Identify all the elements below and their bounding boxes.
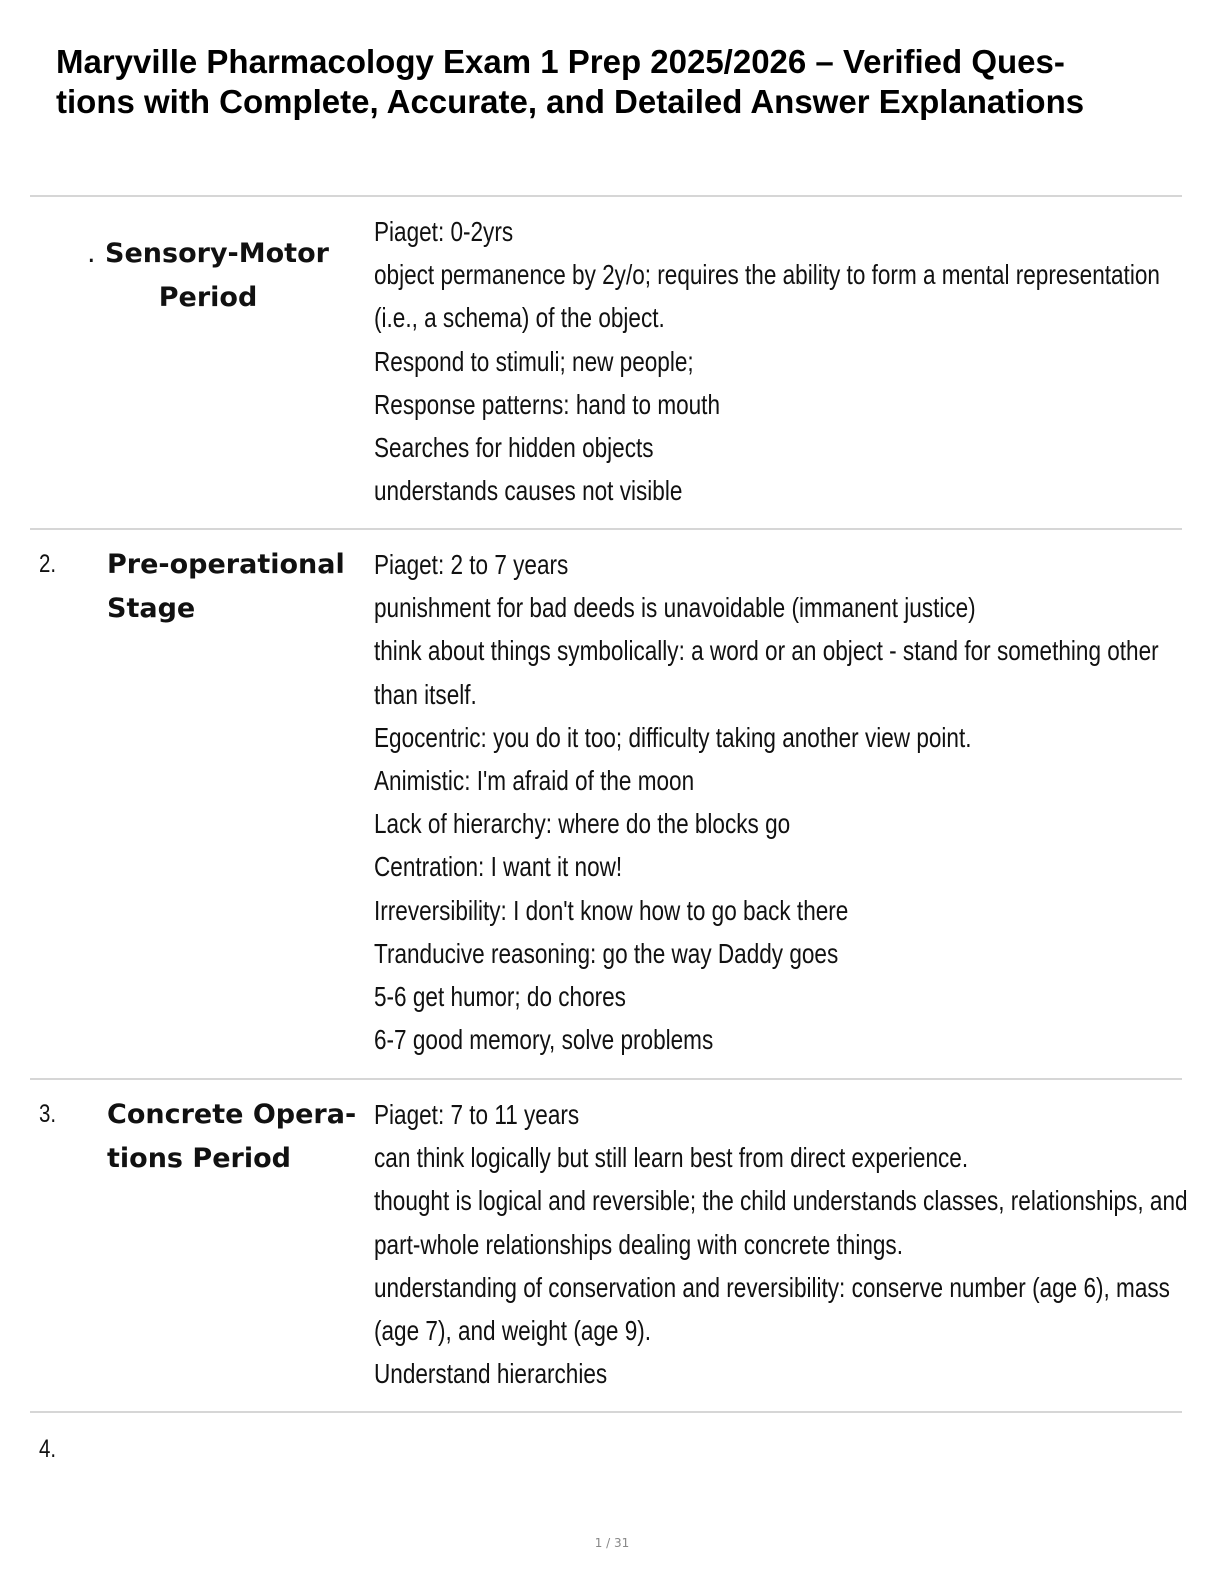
divider	[30, 528, 1182, 530]
definition-line: 5-6 get humor; do chores	[374, 981, 626, 1013]
flashcard-term-line: Pre-operational	[107, 549, 345, 580]
flashcard-term-line: Period	[158, 282, 258, 313]
flashcard-number: .	[87, 238, 96, 269]
definition-line: Piaget: 2 to 7 years	[374, 549, 569, 580]
flashcard-definition	[374, 210, 1178, 512]
flashcard-term	[107, 543, 367, 631]
flashcard-term-line	[68, 232, 348, 276]
flashcard-term-text: Sensory-Motor	[105, 238, 329, 269]
divider	[30, 1411, 1182, 1413]
definition-line: Tranducive reasoning: go the way Daddy goes	[374, 937, 839, 969]
divider	[30, 195, 1182, 197]
definition-line: understands causes not visible	[374, 475, 683, 507]
flashcard-term-line: tions Period	[107, 1143, 291, 1174]
flashcard-term	[68, 232, 348, 320]
document-title	[56, 42, 1186, 122]
definition-line: thought is logical and reversible; the child understands classes, relationships, and	[374, 1185, 1188, 1217]
definition-line: Centration: I want it now!	[374, 851, 623, 883]
definition-line: Lack of hierarchy: where do the blocks go	[374, 808, 791, 840]
definition-line: Irreversibility: I don't know how to go back there	[374, 894, 849, 926]
definition-line: object permanence by 2y/o; requires the ability to form a mental representation	[374, 259, 1160, 291]
definition-line: can think logically but still learn best from direct experience.	[374, 1142, 969, 1174]
document-title-line-2: tions with Complete, Accurate, and Detailed Answer Explanations	[56, 83, 1085, 120]
flashcard-term-line: Stage	[107, 593, 196, 624]
definition-line: Animistic: I'm afraid of the moon	[374, 765, 695, 797]
definition-line: (age 7), and weight (age 9).	[374, 1315, 652, 1347]
definition-line: punishment for bad deeds is unavoidable (immanent justice)	[374, 592, 976, 624]
flashcard-definition	[374, 1093, 1188, 1395]
definition-line: 6-7 good memory, solve problems	[374, 1024, 714, 1056]
definition-line: Respond to stimuli; new people;	[374, 345, 694, 377]
definition-line: part-whole relationships dealing with concrete things.	[374, 1228, 903, 1260]
definition-line: Egocentric: you do it too; difficulty taking another view point.	[374, 721, 972, 753]
flashcard-definition	[374, 543, 1178, 1061]
definition-line: Searches for hidden objects	[374, 432, 654, 464]
flashcard-number: 4.	[39, 1435, 57, 1463]
definition-line: understanding of conservation and reversibility: conserve number (age 6), mass	[374, 1271, 1170, 1303]
definition-line: think about things symbolically: a word or an object - stand for something other	[374, 635, 1159, 667]
document-title-line-1: Maryville Pharmacology Exam 1 Prep 2025/2026 – Verified Ques-	[56, 43, 1065, 80]
flashcard-term-line: Concrete Opera-	[107, 1099, 357, 1130]
definition-line: Response patterns: hand to mouth	[374, 388, 721, 420]
definition-line: (i.e., a schema) of the object.	[374, 302, 665, 334]
definition-line: Piaget: 7 to 11 years	[374, 1099, 580, 1130]
flashcard-number: 3.	[39, 1100, 57, 1128]
divider	[30, 1078, 1182, 1080]
flashcard-number: 2.	[39, 550, 57, 578]
page-number: 1 / 31	[594, 1536, 630, 1550]
flashcard-term	[107, 1093, 367, 1181]
definition-line: than itself.	[374, 678, 477, 710]
definition-line: Piaget: 0-2yrs	[374, 216, 514, 247]
definition-line: Understand hierarchies	[374, 1358, 608, 1390]
